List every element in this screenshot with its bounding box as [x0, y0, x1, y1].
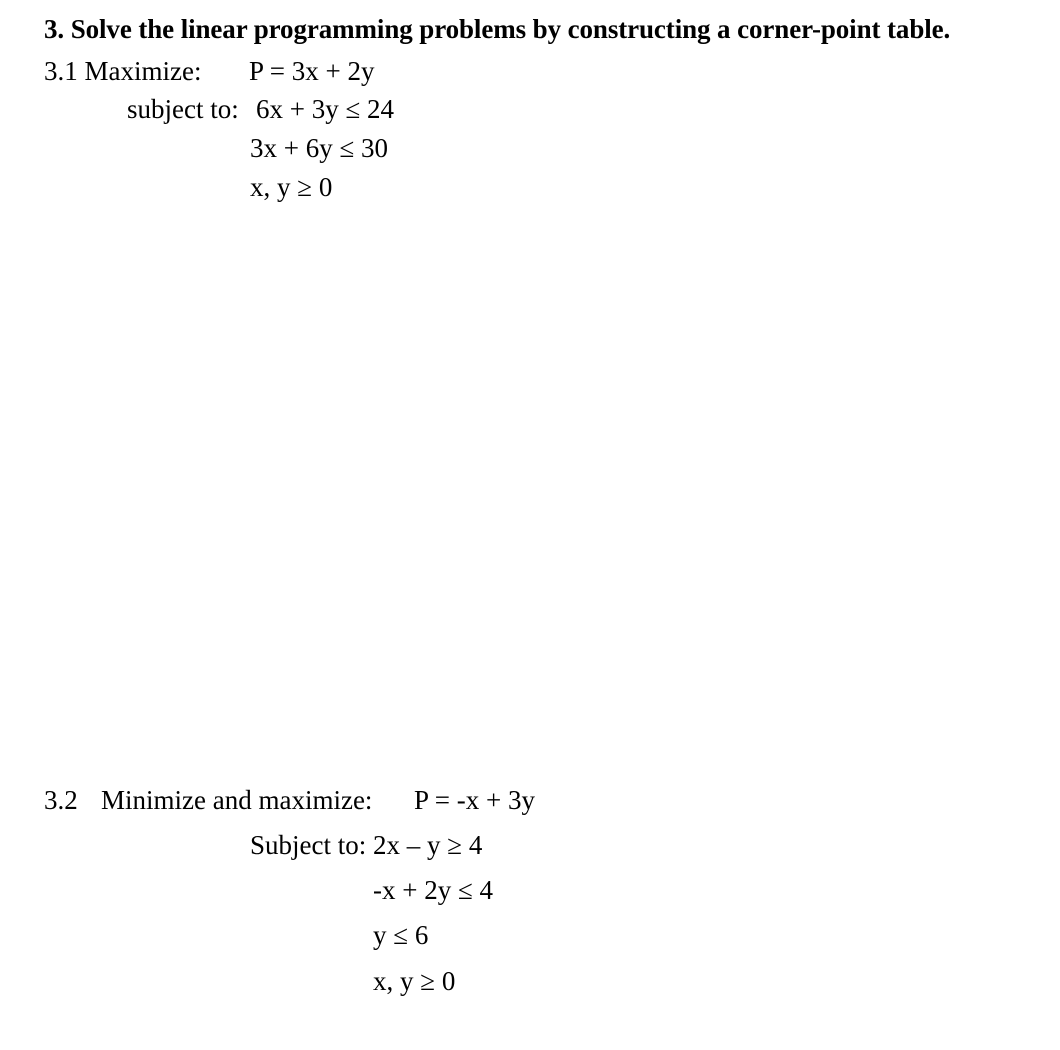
problem-3-1-objective: P = 3x + 2y [249, 56, 375, 86]
problem-3-1-constraint-3: x, y ≥ 0 [250, 172, 333, 202]
section-heading: 3. Solve the linear programming problems by constructing a corner-point table. [44, 14, 951, 44]
problem-3-2-instruction: Minimize and maximize: [101, 785, 373, 815]
problem-3-1-subject-label: subject to: [127, 94, 239, 124]
problem-3-2-objective: P = -x + 3y [414, 785, 535, 815]
problem-3-2-constraint-3: y ≤ 6 [373, 920, 429, 950]
problem-3-1-constraint-2: 3x + 6y ≤ 30 [250, 133, 389, 163]
problem-3-2-number: 3.2 [44, 785, 78, 815]
problem-3-2-constraint-2: -x + 2y ≤ 4 [373, 875, 494, 905]
problem-3-2-constraint-4: x, y ≥ 0 [373, 966, 456, 996]
problem-3-1-label: 3.1 Maximize: [44, 56, 202, 86]
problem-3-2-subject-label: Subject to: [250, 830, 367, 860]
problem-3-1-constraint-1: 6x + 3y ≤ 24 [256, 94, 395, 124]
problem-3-2-constraint-1: 2x – y ≥ 4 [373, 830, 483, 860]
